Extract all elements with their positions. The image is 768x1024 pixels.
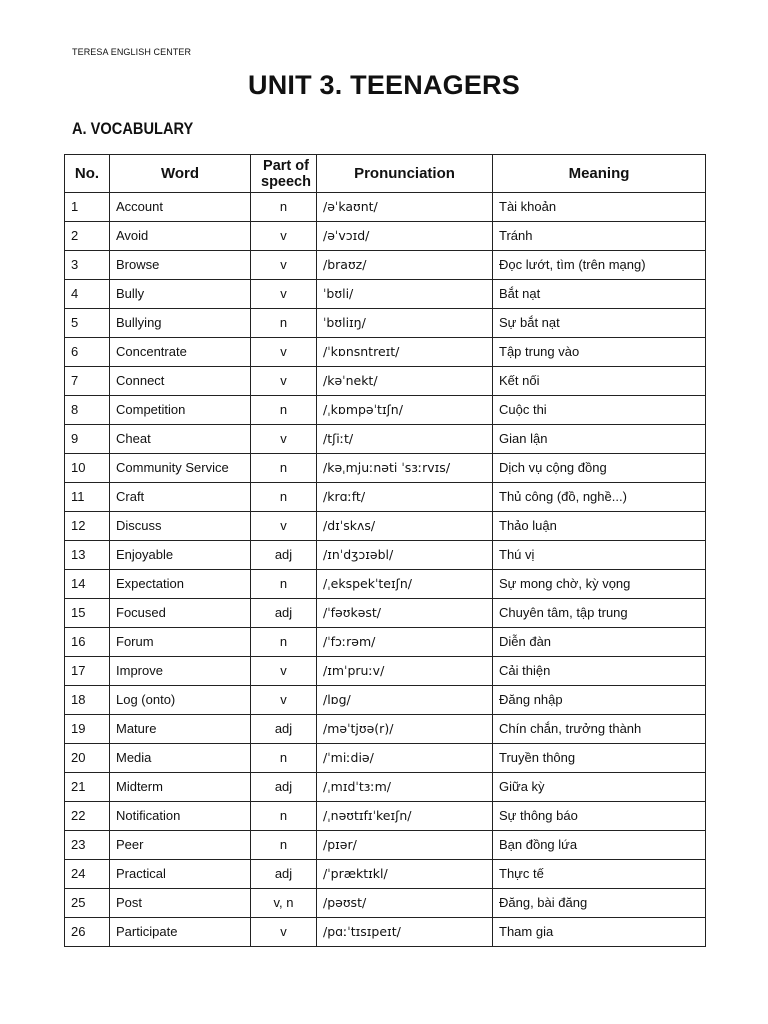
cell-meaning: Đăng, bài đăng (493, 889, 706, 918)
center-name: TERESA ENGLISH CENTER (72, 47, 192, 57)
cell-no: 6 (65, 338, 110, 367)
cell-pronunciation: /tʃiːt/ (317, 425, 493, 454)
cell-meaning: Thực tế (493, 860, 706, 889)
cell-meaning: Tài khoản (493, 193, 706, 222)
cell-part-of-speech: v (251, 918, 317, 947)
cell-pronunciation: /ˌkɒmpəˈtɪʃn/ (317, 396, 493, 425)
table-row (65, 425, 706, 454)
cell-part-of-speech: v (251, 222, 317, 251)
cell-no: 1 (65, 193, 110, 222)
header-pronunciation: Pronunciation (317, 155, 493, 193)
cell-part-of-speech: v (251, 338, 317, 367)
cell-no: 13 (65, 541, 110, 570)
cell-pronunciation: /dɪˈskʌs/ (317, 512, 493, 541)
cell-pronunciation: /ˈfɔːrəm/ (317, 628, 493, 657)
cell-no: 8 (65, 396, 110, 425)
cell-word: Peer (110, 831, 251, 860)
cell-no: 25 (65, 889, 110, 918)
cell-no: 9 (65, 425, 110, 454)
header-part-of-speech (251, 155, 317, 193)
cell-pronunciation: /pəʊst/ (317, 889, 493, 918)
table-body (65, 193, 706, 947)
cell-no: 12 (65, 512, 110, 541)
cell-word: Expectation (110, 570, 251, 599)
cell-no: 11 (65, 483, 110, 512)
cell-meaning: Thủ công (đồ, nghề...) (493, 483, 706, 512)
cell-meaning: Sự thông báo (493, 802, 706, 831)
cell-part-of-speech: v (251, 425, 317, 454)
table-row (65, 657, 706, 686)
cell-no: 23 (65, 831, 110, 860)
table-row (65, 309, 706, 338)
table-header-row (65, 155, 706, 193)
cell-no: 24 (65, 860, 110, 889)
cell-word: Account (110, 193, 251, 222)
cell-no: 3 (65, 251, 110, 280)
table-row (65, 686, 706, 715)
cell-word: Craft (110, 483, 251, 512)
table-row (65, 831, 706, 860)
table-row (65, 222, 706, 251)
cell-meaning: Tránh (493, 222, 706, 251)
cell-meaning: Chuyên tâm, tập trung (493, 599, 706, 628)
cell-pronunciation: /pɑːˈtɪsɪpeɪt/ (317, 918, 493, 947)
cell-part-of-speech: adj (251, 715, 317, 744)
cell-part-of-speech: adj (251, 599, 317, 628)
table-row (65, 251, 706, 280)
table-row (65, 280, 706, 309)
cell-no: 20 (65, 744, 110, 773)
cell-word: Connect (110, 367, 251, 396)
cell-part-of-speech: v (251, 686, 317, 715)
cell-meaning: Tập trung vào (493, 338, 706, 367)
cell-meaning: Đọc lướt, tìm (trên mạng) (493, 251, 706, 280)
cell-no: 26 (65, 918, 110, 947)
header-part-of-speech-label: Part of speech (261, 157, 311, 190)
section-heading: A. VOCABULARY (72, 119, 194, 138)
cell-no: 21 (65, 773, 110, 802)
cell-word: Forum (110, 628, 251, 657)
table-row (65, 918, 706, 947)
table-row (65, 367, 706, 396)
cell-meaning: Cải thiện (493, 657, 706, 686)
cell-pronunciation: /əˈvɔɪd/ (317, 222, 493, 251)
cell-no: 15 (65, 599, 110, 628)
table-row (65, 483, 706, 512)
cell-part-of-speech: v (251, 280, 317, 309)
cell-word: Avoid (110, 222, 251, 251)
cell-meaning: Dịch vụ cộng đồng (493, 454, 706, 483)
cell-part-of-speech: n (251, 802, 317, 831)
cell-word: Focused (110, 599, 251, 628)
cell-part-of-speech: n (251, 193, 317, 222)
cell-part-of-speech: v (251, 657, 317, 686)
cell-meaning: Bạn đồng lứa (493, 831, 706, 860)
cell-pronunciation: /ˈfəʊkəst/ (317, 599, 493, 628)
cell-part-of-speech: adj (251, 773, 317, 802)
table-row (65, 889, 706, 918)
cell-part-of-speech: n (251, 744, 317, 773)
cell-meaning: Sự mong chờ, kỳ vọng (493, 570, 706, 599)
table-row (65, 773, 706, 802)
cell-word: Bullying (110, 309, 251, 338)
cell-part-of-speech: n (251, 483, 317, 512)
cell-meaning: Gian lận (493, 425, 706, 454)
cell-no: 19 (65, 715, 110, 744)
cell-pronunciation: ˈbʊli/ (317, 280, 493, 309)
cell-no: 18 (65, 686, 110, 715)
table-row (65, 628, 706, 657)
cell-word: Post (110, 889, 251, 918)
cell-part-of-speech: v (251, 512, 317, 541)
table-row (65, 802, 706, 831)
cell-word: Browse (110, 251, 251, 280)
cell-no: 7 (65, 367, 110, 396)
table-row (65, 541, 706, 570)
cell-meaning: Cuộc thi (493, 396, 706, 425)
cell-no: 2 (65, 222, 110, 251)
cell-word: Participate (110, 918, 251, 947)
cell-meaning: Diễn đàn (493, 628, 706, 657)
cell-meaning: Kết nối (493, 367, 706, 396)
header-meaning: Meaning (493, 155, 706, 193)
cell-part-of-speech: v, n (251, 889, 317, 918)
table-row (65, 396, 706, 425)
cell-pronunciation: /ɪmˈpruːv/ (317, 657, 493, 686)
cell-meaning: Chín chắn, trưởng thành (493, 715, 706, 744)
cell-meaning: Thảo luận (493, 512, 706, 541)
cell-word: Midterm (110, 773, 251, 802)
cell-no: 17 (65, 657, 110, 686)
table-row (65, 860, 706, 889)
cell-pronunciation: /ˈkɒnsntreɪt/ (317, 338, 493, 367)
table-row (65, 599, 706, 628)
cell-word: Community Service (110, 454, 251, 483)
cell-no: 14 (65, 570, 110, 599)
cell-part-of-speech: v (251, 251, 317, 280)
table-row (65, 715, 706, 744)
cell-no: 4 (65, 280, 110, 309)
cell-no: 16 (65, 628, 110, 657)
cell-word: Concentrate (110, 338, 251, 367)
cell-word: Notification (110, 802, 251, 831)
cell-word: Competition (110, 396, 251, 425)
cell-word: Discuss (110, 512, 251, 541)
cell-pronunciation: /kəˈnekt/ (317, 367, 493, 396)
cell-pronunciation: /lɒg/ (317, 686, 493, 715)
page-title: UNIT 3. TEENAGERS (248, 70, 520, 100)
table-row (65, 193, 706, 222)
cell-word: Cheat (110, 425, 251, 454)
cell-pronunciation: /məˈtjʊə(r)/ (317, 715, 493, 744)
table-row (65, 744, 706, 773)
cell-pronunciation: /əˈkaʊnt/ (317, 193, 493, 222)
cell-part-of-speech: n (251, 831, 317, 860)
cell-pronunciation: /kəˌmjuːnəti ˈsɜːrvɪs/ (317, 454, 493, 483)
cell-meaning: Bắt nạt (493, 280, 706, 309)
cell-part-of-speech: adj (251, 860, 317, 889)
cell-pronunciation: /ɪnˈdʒɔɪəbl/ (317, 541, 493, 570)
table-row (65, 512, 706, 541)
cell-part-of-speech: n (251, 396, 317, 425)
table-row (65, 338, 706, 367)
cell-word: Enjoyable (110, 541, 251, 570)
cell-pronunciation: /krɑːft/ (317, 483, 493, 512)
cell-part-of-speech: v (251, 367, 317, 396)
cell-word: Media (110, 744, 251, 773)
cell-part-of-speech: n (251, 454, 317, 483)
cell-pronunciation: /ˈmiːdiə/ (317, 744, 493, 773)
cell-pronunciation: ˈbʊliɪŋ/ (317, 309, 493, 338)
table-row (65, 570, 706, 599)
cell-word: Improve (110, 657, 251, 686)
cell-part-of-speech: n (251, 628, 317, 657)
vocabulary-table (64, 154, 706, 947)
cell-part-of-speech: n (251, 570, 317, 599)
cell-word: Bully (110, 280, 251, 309)
cell-part-of-speech: n (251, 309, 317, 338)
cell-no: 22 (65, 802, 110, 831)
cell-pronunciation: /ˌekspekˈteɪʃn/ (317, 570, 493, 599)
cell-pronunciation: /ˈpræktɪkl/ (317, 860, 493, 889)
cell-meaning: Thú vị (493, 541, 706, 570)
cell-word: Mature (110, 715, 251, 744)
table-row (65, 454, 706, 483)
cell-no: 5 (65, 309, 110, 338)
cell-meaning: Đăng nhập (493, 686, 706, 715)
cell-word: Log (onto) (110, 686, 251, 715)
header-word: Word (110, 155, 251, 193)
cell-pronunciation: /braʊz/ (317, 251, 493, 280)
cell-part-of-speech: adj (251, 541, 317, 570)
cell-pronunciation: /ˌmɪdˈtɜːm/ (317, 773, 493, 802)
cell-pronunciation: /pɪər/ (317, 831, 493, 860)
cell-meaning: Truyền thông (493, 744, 706, 773)
cell-pronunciation: /ˌnəʊtɪfɪˈkeɪʃn/ (317, 802, 493, 831)
cell-meaning: Giữa kỳ (493, 773, 706, 802)
cell-meaning: Tham gia (493, 918, 706, 947)
cell-word: Practical (110, 860, 251, 889)
cell-meaning: Sự bắt nạt (493, 309, 706, 338)
header-no: No. (65, 155, 110, 193)
cell-no: 10 (65, 454, 110, 483)
